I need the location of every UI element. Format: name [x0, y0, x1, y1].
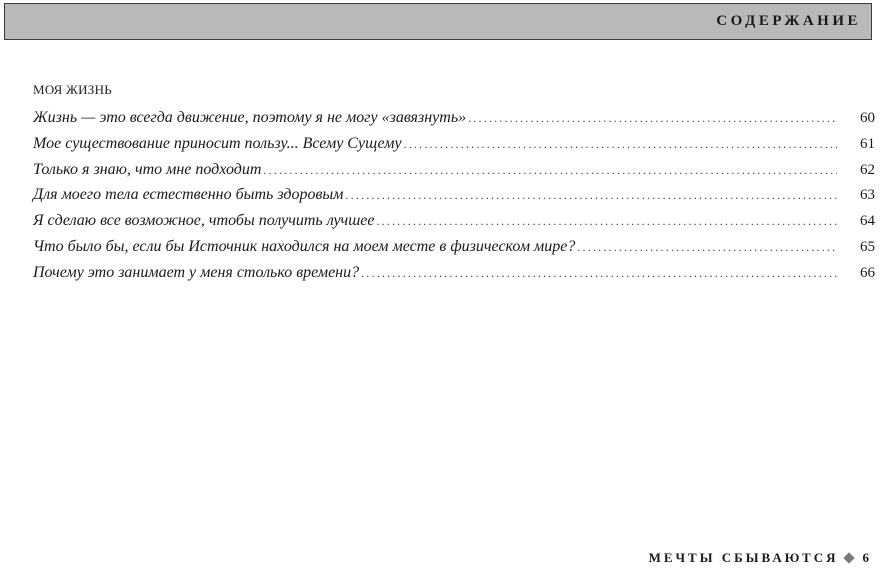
toc-entry-title: Мое существование приносит пользу... Всему Сущему — [33, 134, 402, 152]
toc-leader-dots — [263, 163, 837, 178]
toc-entry-title: Для моего тела естественно быть здоровым — [33, 186, 344, 204]
table-of-contents — [33, 109, 875, 290]
toc-leader-dots — [468, 111, 837, 126]
diamond-icon — [843, 552, 854, 563]
toc-entry[interactable] — [33, 186, 875, 212]
toc-entry[interactable] — [33, 161, 875, 187]
toc-leader-dots — [404, 137, 837, 152]
toc-entry-title: Только я знаю, что мне подходит — [33, 160, 262, 178]
toc-entry-page: 65 — [860, 238, 875, 255]
toc-entry-title: Почему это занимает у меня столько времени? — [33, 263, 360, 281]
toc-leader-dots — [376, 214, 837, 229]
footer-page-number: 6 — [862, 550, 869, 565]
toc-entry-page: 64 — [860, 213, 875, 230]
section-heading: МОЯ ЖИЗНЬ — [33, 82, 113, 97]
toc-entry[interactable] — [33, 135, 875, 161]
toc-entry[interactable] — [33, 238, 875, 264]
toc-entry-title: Что было бы, если бы Источник находился на моем месте в физическом мире? — [33, 237, 576, 255]
toc-leader-dots — [361, 266, 837, 281]
toc-entry-page: 62 — [860, 161, 875, 178]
page-footer — [649, 550, 869, 566]
header-bar — [4, 3, 872, 40]
toc-leader-dots — [577, 240, 837, 255]
toc-entry-title: Я сделаю все возможное, чтобы получить лучшее — [33, 212, 375, 230]
page-title: СОДЕРЖАНИЕ — [716, 13, 861, 29]
toc-entry-page: 60 — [860, 110, 875, 126]
toc-entry[interactable] — [33, 264, 875, 290]
toc-entry-title: Жизнь — это всегда движение, поэтому я не могу «завязнуть» — [33, 109, 467, 126]
toc-leader-dots — [345, 188, 837, 203]
footer-book-title: МЕЧТЫ СБЫВАЮТСЯ — [648, 550, 839, 565]
toc-entry-page: 61 — [860, 135, 875, 152]
toc-entry[interactable] — [33, 109, 875, 135]
toc-entry[interactable] — [33, 212, 875, 238]
toc-entry-page: 66 — [860, 264, 875, 281]
toc-entry-page: 63 — [860, 187, 875, 204]
